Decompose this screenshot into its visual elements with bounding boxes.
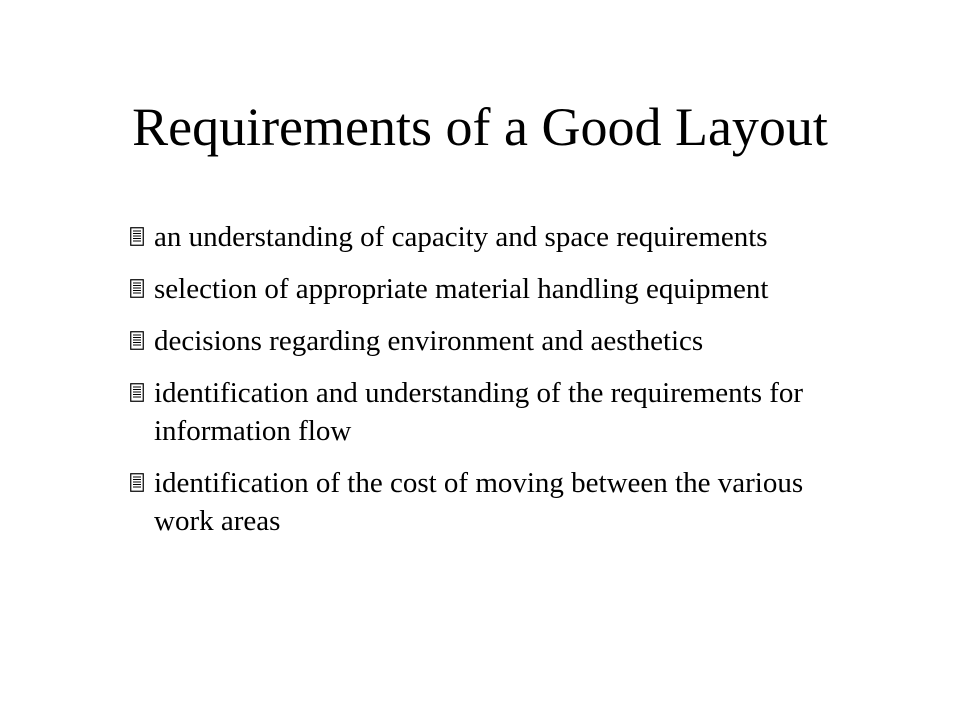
list-item [128,374,868,450]
notepad-icon [130,473,144,492]
list-item [128,464,868,540]
bullet-list [128,218,868,554]
bullet-text: identification and understanding of the requirements for information flow [154,377,804,447]
slide-title: Requirements of a Good Layout [132,97,828,157]
list-item [128,322,868,360]
notepad-icon [130,383,144,402]
notepad-icon [130,279,144,298]
notepad-icon [130,331,144,350]
bullet-text: identification of the cost of moving between the various work areas [154,467,804,537]
list-item [128,270,868,308]
bullet-text: selection of appropriate material handling equipment [154,273,769,305]
bullet-text: decisions regarding environment and aesthetics [154,325,704,357]
list-item [128,218,868,256]
notepad-icon [130,227,144,246]
bullet-text: an understanding of capacity and space requirements [154,221,768,253]
